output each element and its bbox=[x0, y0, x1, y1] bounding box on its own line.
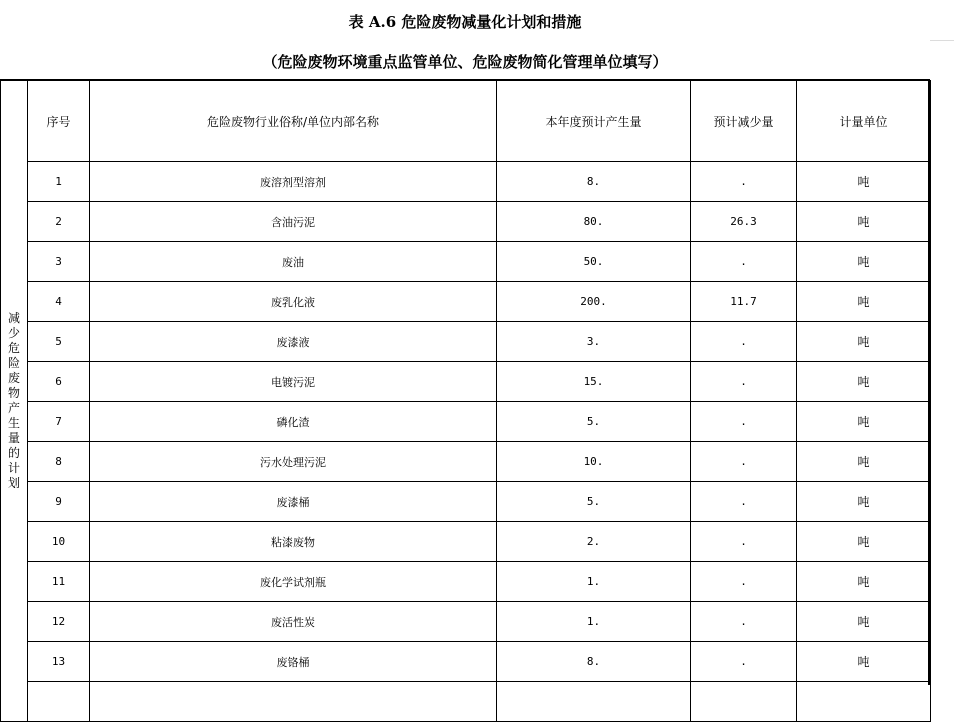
cell-unit[interactable]: 吨 bbox=[797, 402, 931, 442]
cell-seq[interactable]: 9 bbox=[28, 482, 90, 522]
table-row bbox=[1, 162, 931, 202]
cell-seq[interactable]: 13 bbox=[28, 642, 90, 682]
cell-unit[interactable]: 吨 bbox=[797, 362, 931, 402]
cell-seq[interactable]: 4 bbox=[28, 282, 90, 322]
cell-planned[interactable]: 8. bbox=[497, 642, 691, 682]
cell-name[interactable]: 废漆液 bbox=[90, 322, 497, 362]
table-subtitle[interactable]: （危险废物环境重点监管单位、危险废物简化管理单位填写） bbox=[262, 53, 668, 71]
cell-seq[interactable]: 1 bbox=[28, 162, 90, 202]
table-row bbox=[1, 202, 931, 242]
cell-seq[interactable]: 10 bbox=[28, 522, 90, 562]
cell-seq[interactable]: 12 bbox=[28, 602, 90, 642]
table-row bbox=[1, 522, 931, 562]
cell-seq[interactable]: 3 bbox=[28, 242, 90, 282]
cell-unit[interactable]: 吨 bbox=[797, 602, 931, 642]
cell-seq[interactable] bbox=[28, 682, 90, 722]
cell-planned[interactable]: 1. bbox=[497, 562, 691, 602]
table-row bbox=[1, 282, 931, 322]
cell-planned[interactable]: 2. bbox=[497, 522, 691, 562]
cell-unit[interactable]: 吨 bbox=[797, 202, 931, 242]
cell-unit[interactable]: 吨 bbox=[797, 322, 931, 362]
cell-reduction[interactable]: . bbox=[691, 642, 797, 682]
cell-reduction[interactable]: . bbox=[691, 562, 797, 602]
cell-name[interactable]: 废乳化液 bbox=[90, 282, 497, 322]
cell-reduction[interactable]: . bbox=[691, 482, 797, 522]
cell-planned[interactable]: 50. bbox=[497, 242, 691, 282]
sheet-gridlines bbox=[930, 0, 954, 685]
cell-seq[interactable]: 6 bbox=[28, 362, 90, 402]
table-row bbox=[1, 482, 931, 522]
side-label: 减少危险废物产生量的计划 bbox=[7, 311, 20, 490]
cell-name[interactable]: 废漆桶 bbox=[90, 482, 497, 522]
cell-unit[interactable]: 吨 bbox=[797, 642, 931, 682]
cell-name[interactable]: 废活性炭 bbox=[90, 602, 497, 642]
cell-name[interactable]: 污水处理污泥 bbox=[90, 442, 497, 482]
cell-reduction[interactable]: 26.3 bbox=[691, 202, 797, 242]
cell-name[interactable] bbox=[90, 682, 497, 722]
header-seq[interactable]: 序号 bbox=[28, 81, 90, 162]
cell-unit[interactable]: 吨 bbox=[797, 562, 931, 602]
cell-reduction[interactable]: . bbox=[691, 402, 797, 442]
header-name[interactable]: 危险废物行业俗称/单位内部名称 bbox=[90, 81, 497, 162]
table-row bbox=[1, 562, 931, 602]
table-title[interactable]: 表 A.6 危险废物减量化计划和措施 bbox=[348, 13, 582, 31]
cell-unit[interactable]: 吨 bbox=[797, 442, 931, 482]
cell-unit[interactable]: 吨 bbox=[797, 522, 931, 562]
cell-reduction[interactable]: 11.7 bbox=[691, 282, 797, 322]
table-row bbox=[1, 402, 931, 442]
cell-reduction[interactable]: . bbox=[691, 522, 797, 562]
cell-unit[interactable]: 吨 bbox=[797, 282, 931, 322]
cell-name[interactable]: 粘漆废物 bbox=[90, 522, 497, 562]
reduction-plan-table bbox=[0, 80, 931, 722]
cell-reduction[interactable]: . bbox=[691, 322, 797, 362]
cell-unit[interactable]: 吨 bbox=[797, 482, 931, 522]
cell-seq[interactable]: 5 bbox=[28, 322, 90, 362]
header-planned[interactable]: 本年度预计产生量 bbox=[497, 81, 691, 162]
cell-reduction[interactable] bbox=[691, 682, 797, 722]
cell-planned[interactable]: 8. bbox=[497, 162, 691, 202]
cell-reduction[interactable]: . bbox=[691, 442, 797, 482]
cell-seq[interactable]: 8 bbox=[28, 442, 90, 482]
cell-reduction[interactable]: . bbox=[691, 162, 797, 202]
table-right-border bbox=[928, 80, 930, 685]
cell-planned[interactable]: 15. bbox=[497, 362, 691, 402]
cell-planned[interactable]: 3. bbox=[497, 322, 691, 362]
cell-planned[interactable]: 200. bbox=[497, 282, 691, 322]
cell-unit[interactable]: 吨 bbox=[797, 162, 931, 202]
cell-planned[interactable]: 10. bbox=[497, 442, 691, 482]
cell-name[interactable]: 废铬桶 bbox=[90, 642, 497, 682]
cell-unit[interactable] bbox=[797, 682, 931, 722]
cell-planned[interactable]: 80. bbox=[497, 202, 691, 242]
cell-seq[interactable]: 11 bbox=[28, 562, 90, 602]
cell-name[interactable]: 电镀污泥 bbox=[90, 362, 497, 402]
cell-seq[interactable]: 2 bbox=[28, 202, 90, 242]
cell-unit[interactable]: 吨 bbox=[797, 242, 931, 282]
cell-name[interactable]: 废油 bbox=[90, 242, 497, 282]
table-row bbox=[1, 602, 931, 642]
cell-reduction[interactable]: . bbox=[691, 242, 797, 282]
cell-name[interactable]: 磷化渣 bbox=[90, 402, 497, 442]
cell-name[interactable]: 废化学试剂瓶 bbox=[90, 562, 497, 602]
cell-reduction[interactable]: . bbox=[691, 602, 797, 642]
table-top-border bbox=[0, 79, 930, 81]
cell-planned[interactable] bbox=[497, 682, 691, 722]
cell-reduction[interactable]: . bbox=[691, 362, 797, 402]
header-reduction[interactable]: 预计减少量 bbox=[691, 81, 797, 162]
header-unit[interactable]: 计量单位 bbox=[797, 81, 931, 162]
table-row bbox=[1, 322, 931, 362]
cell-planned[interactable]: 5. bbox=[497, 482, 691, 522]
cell-planned[interactable]: 5. bbox=[497, 402, 691, 442]
cell-name[interactable]: 废溶剂型溶剂 bbox=[90, 162, 497, 202]
cell-name[interactable]: 含油污泥 bbox=[90, 202, 497, 242]
gridline bbox=[930, 40, 954, 41]
side-label-cell[interactable] bbox=[1, 81, 28, 722]
header-row bbox=[1, 81, 931, 162]
table-row bbox=[1, 242, 931, 282]
table-row bbox=[1, 362, 931, 402]
cell-seq[interactable]: 7 bbox=[28, 402, 90, 442]
cell-planned[interactable]: 1. bbox=[497, 602, 691, 642]
table-row bbox=[1, 442, 931, 482]
table-row bbox=[1, 682, 931, 722]
table-row bbox=[1, 642, 931, 682]
